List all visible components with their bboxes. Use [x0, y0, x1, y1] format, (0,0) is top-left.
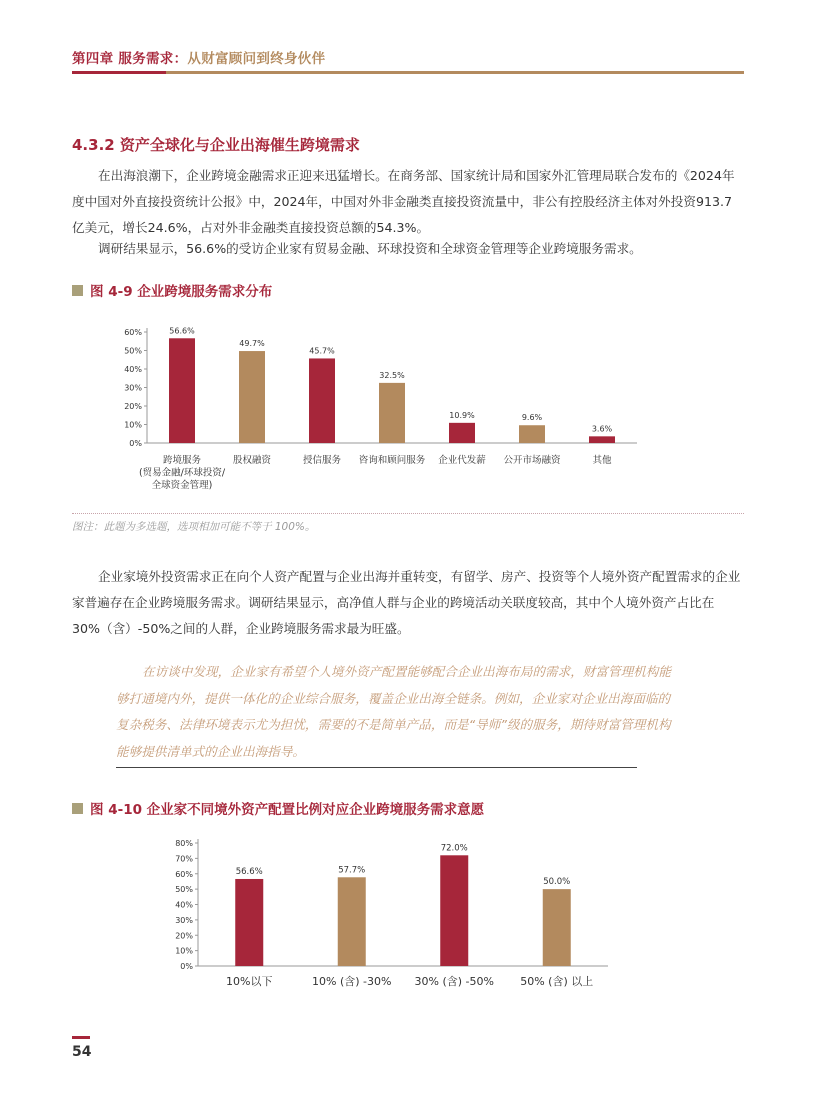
- figure-4-9-title-text: 图 4-9 企业跨境服务需求分布: [90, 284, 273, 300]
- y-tick-label: 50%: [124, 346, 142, 356]
- chapter-header: [72, 47, 325, 67]
- paragraph-3: 企业家境外投资需求正在向个人资产配置与企业出海并重转变，有留学、房产、投资等个人境外资产配置需求的企业家普遍存在企业跨境服务需求。调研结果显示，高净值人群与企业的跨境活动关联度较高，其中个人境外资产占比在30%（含）-50%之间的人群，企业跨境服务需求最为旺盛。: [72, 569, 741, 636]
- y-tick-label: 20%: [175, 931, 193, 941]
- header-rule-accent: [72, 71, 166, 74]
- bar: [589, 436, 615, 443]
- chapter-subtitle: 从财富顾问到终身伙伴: [187, 51, 326, 67]
- y-tick-label: 30%: [175, 915, 193, 925]
- figure-4-10-title-text: 图 4-10 企业家不同境外资产配置比例对应企业跨境服务需求意愿: [90, 802, 485, 818]
- figure-marker-icon: [72, 803, 83, 814]
- paragraph-1: 在出海浪潮下，企业跨境金融需求正迎来迅猛增长。在商务部、国家统计局和国家外汇管理局联合发布的《2024年度中国对外直接投资统计公报》中，2024年，中国对外非金融类直接投资流量中，非公有控股经济主体对外投资913.7亿美元，增长24.6%，占对外非金融类直接投资总额的54.3%。: [72, 168, 735, 235]
- figure-4-9-note: 图注：此题为多选题，选项相加可能不等于 100%。: [72, 521, 316, 533]
- y-tick-label: 50%: [175, 885, 193, 895]
- header-rule: [72, 71, 744, 74]
- chapter-label: 第四章 服务需求：: [72, 51, 188, 67]
- x-category-label: (贸易金融/环球投资/: [138, 467, 226, 479]
- x-category-label: 50% (含) 以上: [520, 975, 594, 988]
- bar: [519, 425, 545, 443]
- figure-4-9-title: [72, 280, 272, 300]
- y-tick-label: 0%: [129, 439, 142, 448]
- x-category-label: 10%以下: [226, 975, 273, 988]
- bar: [440, 855, 468, 966]
- y-tick-label: 40%: [175, 900, 193, 910]
- data-label: 49.7%: [239, 339, 265, 349]
- y-tick-label: 0%: [180, 962, 193, 971]
- data-label: 9.6%: [521, 413, 543, 423]
- bar: [449, 423, 475, 443]
- figure-marker-icon: [72, 285, 83, 296]
- section-title: 4.3.2 资产全球化与企业出海催生跨境需求: [72, 136, 360, 154]
- data-label: 72.0%: [440, 843, 468, 854]
- x-category-label: 10% (含) -30%: [312, 975, 392, 988]
- x-category-label: 企业代发薪: [438, 455, 486, 466]
- bar: [379, 383, 405, 443]
- y-tick-label: 60%: [124, 328, 142, 337]
- x-category-label: 咨询和顾问服务: [358, 455, 426, 466]
- chart-4-9: [100, 318, 660, 504]
- figure-4-10-title: [72, 798, 484, 818]
- bar: [309, 358, 335, 443]
- y-tick-label: 20%: [124, 402, 142, 411]
- x-category-label: 公开市场融资: [503, 455, 561, 466]
- y-tick-label: 80%: [175, 839, 193, 848]
- footer-bar: [72, 1036, 90, 1039]
- y-tick-label: 10%: [124, 420, 142, 430]
- figure-note-divider: [72, 513, 744, 514]
- y-tick-label: 60%: [175, 869, 193, 879]
- x-category-label: 30% (含) -50%: [414, 975, 494, 988]
- y-tick-label: 30%: [124, 383, 142, 393]
- bar: [169, 338, 195, 443]
- x-category-label: 授信服务: [302, 455, 342, 466]
- data-label: 57.7%: [338, 865, 366, 876]
- quote-divider: [116, 767, 637, 768]
- y-tick-label: 70%: [175, 854, 193, 864]
- data-label: 45.7%: [309, 346, 335, 356]
- bar: [338, 877, 366, 966]
- y-tick-label: 10%: [175, 946, 193, 956]
- y-tick-label: 40%: [124, 365, 142, 374]
- data-label: 3.6%: [591, 424, 613, 434]
- paragraph-2: 调研结果显示，56.6%的受访企业家有贸易金融、环球投资和全球资金管理等企业跨境服务需求。: [98, 241, 642, 256]
- bar: [239, 351, 265, 443]
- data-label: 10.9%: [449, 410, 475, 420]
- bar: [543, 889, 571, 966]
- x-category-label: 跨境服务: [162, 455, 202, 466]
- data-label: 50.0%: [543, 877, 571, 888]
- x-category-label: 全球资金管理): [151, 480, 213, 491]
- interview-quote: 在访谈中发现，企业家有希望个人境外资产配置能够配合企业出海布局的需求，财富管理机构能够打通境内外，提供一体化的企业综合服务，覆盖企业出海全链条。例如，企业家对企业出海面临的复杂税务、法律环境表示尤为担忧，需要的不是简单产品，而是“导师”级的服务，期待财富管理机构能够提供清单式的企业出海指导。: [116, 664, 671, 759]
- page-number: 54: [72, 1044, 92, 1060]
- bar: [235, 879, 263, 966]
- data-label: 56.6%: [235, 866, 263, 877]
- x-category-label: 其他: [592, 455, 612, 466]
- x-category-label: 股权融资: [232, 455, 272, 466]
- data-label: 56.6%: [169, 326, 195, 336]
- data-label: 32.5%: [379, 370, 405, 380]
- chart-4-10: [150, 834, 640, 994]
